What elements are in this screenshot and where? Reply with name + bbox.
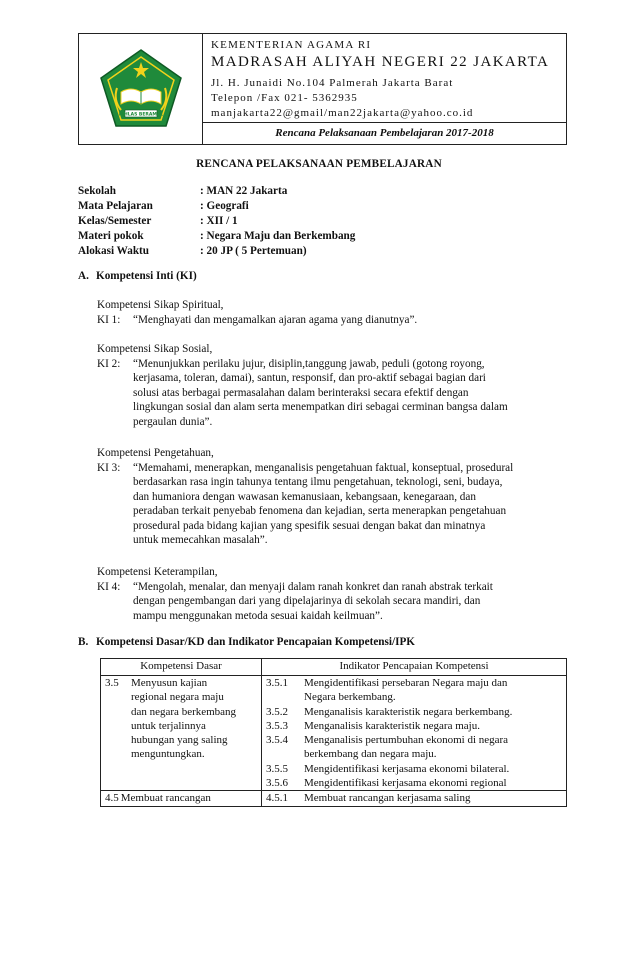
kemenag-logo-icon bbox=[99, 48, 183, 130]
indicator-number: 3.5.6 bbox=[266, 777, 288, 790]
letterhead-subtitle: Rencana Pelaksanaan Pembelajaran 2017-2018 bbox=[275, 127, 494, 140]
phone-line: Telepon /Fax 021- 5362935 bbox=[211, 91, 358, 104]
kd-line: dan negara berkembang bbox=[131, 705, 237, 718]
ki-line: solusi atas berbagai permasalahan dalam berinteraksi secara efektif dengan bbox=[133, 386, 469, 399]
ki-4-block bbox=[97, 565, 567, 623]
kd-line: Membuat rancangan bbox=[120, 792, 211, 805]
ki-item bbox=[97, 313, 567, 328]
meta-value: : 20 JP ( 5 Pertemuan) bbox=[200, 245, 307, 257]
indicator-number: 3.5.1 bbox=[266, 677, 288, 689]
ki-line: “Mengolah, menalar, dan menyaji dalam ranah konkret dan ranah abstrak terkait bbox=[133, 580, 493, 593]
school-name: MADRASAH ALIYAH NEGERI 22 JAKARTA bbox=[211, 53, 550, 70]
indicator-line: Menganalisis karakteristik negara maju. bbox=[304, 719, 480, 732]
indicator-item bbox=[266, 776, 562, 790]
meta-value: : MAN 22 Jakarta bbox=[200, 185, 288, 197]
meta-key: Alokasi Waktu bbox=[78, 245, 149, 257]
meta-row-time bbox=[78, 244, 355, 259]
indicator-number: 4.5.1 bbox=[266, 792, 288, 805]
section-title: Kompetensi Dasar/KD dan Indikator Pencapaian Kompetensi/IPK bbox=[96, 636, 415, 648]
ki-heading: Kompetensi Pengetahuan, bbox=[97, 447, 214, 459]
ki-item bbox=[97, 461, 567, 548]
meta-key: Sekolah bbox=[78, 185, 116, 197]
ki-code: KI 2: bbox=[97, 357, 121, 370]
indicator-line: Mengidentifikasi kerjasama ekonomi regional bbox=[304, 777, 507, 790]
indicator-item bbox=[266, 791, 562, 805]
ki-heading: Kompetensi Sikap Sosial, bbox=[97, 343, 213, 355]
meta-row-topic bbox=[78, 229, 355, 244]
indicator-number: 3.5.2 bbox=[266, 705, 288, 718]
meta-key: Mata Pelajaran bbox=[78, 200, 153, 212]
indicator-line: Negara berkembang. bbox=[304, 691, 396, 704]
ki-3-block bbox=[97, 446, 567, 548]
ipk-cell bbox=[262, 676, 567, 791]
indicator-line: Mengidentifikasi kerjasama ekonomi bilateral. bbox=[304, 762, 510, 775]
meta-value: : XII / 1 bbox=[200, 215, 238, 227]
ki-code: KI 4: bbox=[97, 580, 121, 593]
ki-code: KI 3: bbox=[97, 461, 121, 474]
kd-text bbox=[125, 676, 257, 762]
kd-line: regional negara maju bbox=[131, 691, 224, 704]
ki-item bbox=[97, 357, 567, 430]
kd-cell bbox=[101, 791, 262, 806]
section-letter: B. bbox=[78, 636, 89, 648]
indicator-item bbox=[266, 676, 562, 705]
ipk-cell bbox=[262, 791, 567, 806]
indicator-number: 3.5.4 bbox=[266, 734, 288, 747]
indicator-line: Mengidentifikasi persebaran Negara maju dan bbox=[304, 677, 508, 689]
meta-key: Kelas/Semester bbox=[78, 215, 152, 227]
ki-line: dan humaniora dengan wawasan kemanusiaan, kebangsaan, kenegaraan, dan bbox=[133, 490, 476, 503]
meta-key: Materi pokok bbox=[78, 230, 144, 242]
ki-text bbox=[133, 580, 567, 624]
indicator-line: Menganalisis pertumbuhan ekonomi di negara bbox=[304, 734, 509, 747]
ki-1-block bbox=[97, 298, 567, 327]
indicator-number: 3.5.3 bbox=[266, 719, 288, 732]
letterhead-info bbox=[203, 34, 566, 144]
ki-line: “Menghayati dan mengamalkan ajaran agama yang dianutnya”. bbox=[133, 313, 418, 326]
ki-item bbox=[97, 580, 567, 624]
document-title: RENCANA PELAKSANAAN PEMBELAJARAN bbox=[196, 158, 442, 170]
indicator-item bbox=[266, 762, 562, 776]
logo-cell bbox=[79, 34, 203, 144]
section-a-heading bbox=[78, 269, 197, 284]
letterhead bbox=[78, 33, 567, 145]
ki-heading: Kompetensi Sikap Spiritual, bbox=[97, 299, 224, 311]
ki-code: KI 1: bbox=[97, 313, 121, 326]
table-row bbox=[101, 791, 567, 806]
ki-line: “Memahami, menerapkan, menganalisis pengetahuan faktual, konseptual, prosedural bbox=[133, 461, 514, 474]
indicator-line: Membuat rancangan kerjasama saling bbox=[304, 792, 471, 805]
section-letter: A. bbox=[78, 270, 89, 282]
kd-ipk-table bbox=[100, 658, 567, 807]
kd-cell bbox=[101, 676, 262, 791]
indicator-item bbox=[266, 719, 562, 733]
column-header-kd: Kompetensi Dasar bbox=[101, 659, 262, 676]
kd-line: menguntungkan. bbox=[131, 748, 205, 761]
ki-line: mampu menggunakan metoda sesuai kaidah keilmuan”. bbox=[133, 609, 383, 622]
column-header-ipk: Indikator Pencapaian Kompetensi bbox=[262, 659, 567, 676]
section-b-heading bbox=[78, 635, 415, 650]
kd-line: hubungan yang saling bbox=[131, 734, 228, 747]
letterhead-text bbox=[203, 34, 566, 123]
ki-line: dengan pengembangan dari yang dipelajarinya di sekolah secara mandiri, dan bbox=[133, 595, 481, 608]
indicator-line: Menganalisis karakteristik negara berkembang. bbox=[304, 705, 513, 718]
ki-line: peradaban terkait penyebab fenomena dan kejadian, serta menerapkan pengetahuan bbox=[133, 505, 507, 518]
indicator-line: berkembang dan negara maju. bbox=[304, 748, 437, 761]
ki-line: pergaulan dunia”. bbox=[133, 415, 213, 428]
ki-text bbox=[133, 357, 567, 430]
email-line: manjakarta22@gmail/man22jakarta@yahoo.co.id bbox=[211, 107, 474, 120]
table-row bbox=[101, 676, 567, 791]
indicator-item bbox=[266, 705, 562, 719]
kd-line: Menyusun kajian bbox=[131, 677, 208, 689]
ki-line: prosedural pada bidang kajian yang spesifik sesuai dengan bakat dan minatnya bbox=[133, 519, 486, 532]
svg-text:IKHLAS BERAMAL: IKHLAS BERAMAL bbox=[118, 112, 163, 118]
ki-line: “Menunjukkan perilaku jujur, disiplin,tanggung jawab, peduli (gotong royong, bbox=[133, 357, 485, 370]
indicator-number: 3.5.5 bbox=[266, 762, 288, 775]
identity-block bbox=[78, 184, 355, 259]
meta-row-school bbox=[78, 184, 355, 199]
ki-text bbox=[133, 313, 567, 328]
section-title: Kompetensi Inti (KI) bbox=[96, 270, 197, 282]
kd-number: 4.5 bbox=[105, 792, 119, 805]
indicator-item bbox=[266, 733, 562, 762]
kd-line: untuk terjalinnya bbox=[131, 719, 206, 732]
table-header-row bbox=[101, 659, 567, 676]
meta-row-subject bbox=[78, 199, 355, 214]
ministry-name: KEMENTERIAN AGAMA RI bbox=[211, 39, 372, 51]
kd-number: 3.5 bbox=[105, 677, 119, 689]
ki-2-block bbox=[97, 342, 567, 429]
ki-line: untuk memecahkan masalah”. bbox=[133, 534, 268, 547]
ki-line: berdasarkan rasa ingin tahunya tentang ilmu pengetahuan, teknologi, seni, budaya, bbox=[133, 476, 503, 489]
ki-line: kerjasama, toleran, damai), santun, responsif, dan pro-aktif sebagai bagian dari bbox=[133, 372, 486, 385]
meta-value: : Geografi bbox=[200, 200, 249, 212]
address-line: Jl. H. Junaidi No.104 Palmerah Jakarta Barat bbox=[211, 76, 454, 89]
ki-text bbox=[133, 461, 567, 548]
ki-heading: Kompetensi Keterampilan, bbox=[97, 566, 218, 578]
meta-value: : Negara Maju dan Berkembang bbox=[200, 230, 356, 242]
kd-text bbox=[119, 791, 211, 805]
ki-line: lingkungan sosial dan alam serta menempatkan diri sebagai cerminan bangsa dalam bbox=[133, 401, 508, 414]
meta-row-class bbox=[78, 214, 355, 229]
